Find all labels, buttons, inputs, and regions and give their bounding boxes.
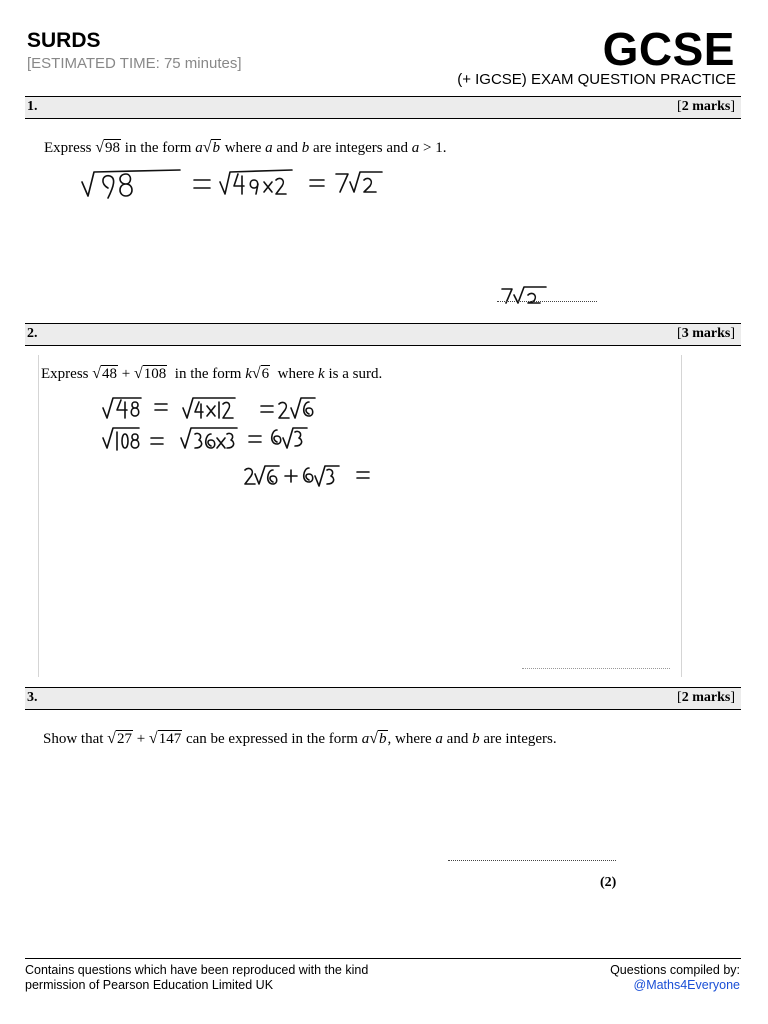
author-link[interactable]: @Maths4Everyone — [633, 978, 740, 992]
question-3-text: Show that √27 + √147 can be expressed in the form a√b, where a and b are integers. — [43, 730, 557, 747]
answer-line[interactable] — [448, 860, 616, 861]
square-root: √98 — [95, 139, 121, 156]
footer-credit: Questions compiled by: @Maths4Everyone — [610, 963, 740, 992]
question-marks: [3 marks] — [677, 326, 735, 341]
question-number: 2. — [27, 326, 38, 341]
brand-label: GCSE — [602, 23, 735, 75]
question-2-text: Express √48 + √108 in the form k√6 where k is a surd. — [41, 365, 383, 382]
footer-divider — [25, 958, 741, 959]
handwritten-answer-q1 — [498, 283, 558, 307]
worksheet-title: SURDS — [27, 29, 101, 52]
question-2-work-area — [38, 355, 682, 677]
question-2-bar — [25, 323, 741, 346]
estimated-time: [ESTIMATED TIME: 75 minutes] — [27, 55, 242, 72]
handwritten-working-q1 — [70, 160, 410, 210]
question-number: 1. — [27, 99, 38, 114]
question-marks: [2 marks] — [677, 99, 735, 114]
header-subtitle: (+ IGCSE) EXAM QUESTION PRACTICE — [457, 71, 736, 88]
question-1-text: Express √98 in the form a√b where a and b are integers and a > 1. — [44, 139, 447, 156]
footer-copyright: Contains questions which have been reproduced with the kind permission of Pearson Education Limited UK — [25, 963, 369, 992]
question-number: 3. — [27, 690, 38, 705]
answer-line[interactable] — [497, 301, 597, 302]
question-marks: [2 marks] — [677, 690, 735, 705]
question-3-marks: (2) — [600, 875, 617, 890]
question-1-bar — [25, 96, 741, 119]
question-3-bar — [25, 687, 741, 710]
answer-line[interactable] — [522, 668, 670, 669]
